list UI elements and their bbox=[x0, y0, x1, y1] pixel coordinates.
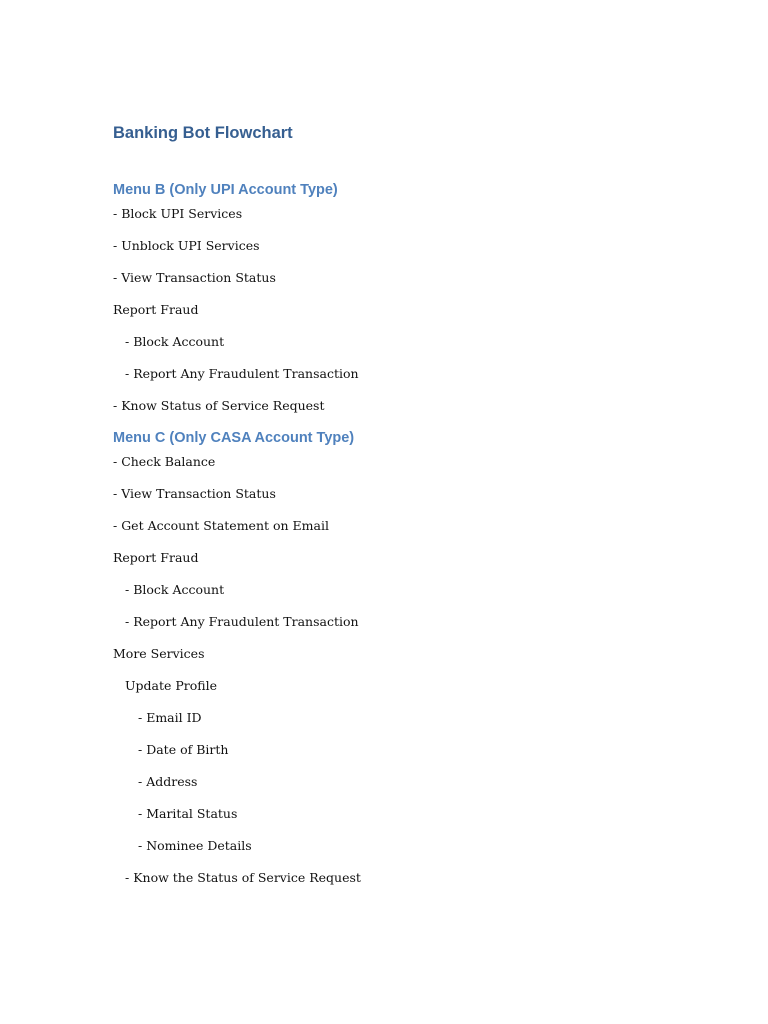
menu-c-item-email-id: - Email ID bbox=[138, 710, 202, 725]
menu-c-item-update-profile: Update Profile bbox=[125, 678, 218, 693]
menu-b-item-view-transaction-status: - View Transaction Status bbox=[113, 270, 276, 285]
menu-c-item-block-account: - Block Account bbox=[125, 582, 225, 597]
menu-c-item-nominee-details: - Nominee Details bbox=[138, 838, 252, 853]
menu-c-item-check-balance: - Check Balance bbox=[113, 454, 216, 469]
menu-b-item-unblock-upi: - Unblock UPI Services bbox=[113, 238, 260, 253]
menu-b-item-block-upi: - Block UPI Services bbox=[113, 206, 243, 221]
menu-c-item-view-transaction-status: - View Transaction Status bbox=[113, 486, 276, 501]
menu-c-item-date-of-birth: - Date of Birth bbox=[138, 742, 229, 757]
menu-b-item-report-fraudulent-transaction: - Report Any Fraudulent Transaction bbox=[125, 366, 359, 381]
menu-c-item-report-fraud: Report Fraud bbox=[113, 550, 199, 565]
menu-c-item-know-status: - Know the Status of Service Request bbox=[125, 870, 361, 885]
menu-c-item-account-statement: - Get Account Statement on Email bbox=[113, 518, 329, 533]
document-title: Banking Bot Flowchart bbox=[113, 124, 293, 142]
menu-c-item-more-services: More Services bbox=[113, 646, 205, 661]
menu-c-item-report-fraudulent-transaction: - Report Any Fraudulent Transaction bbox=[125, 614, 359, 629]
menu-b-item-block-account: - Block Account bbox=[125, 334, 225, 349]
menu-b-item-know-status: - Know Status of Service Request bbox=[113, 398, 325, 413]
menu-b-heading: Menu B (Only UPI Account Type) bbox=[113, 182, 338, 198]
menu-c-item-marital-status: - Marital Status bbox=[138, 806, 238, 821]
menu-c-heading: Menu C (Only CASA Account Type) bbox=[113, 430, 355, 446]
menu-b-item-report-fraud: Report Fraud bbox=[113, 302, 199, 317]
menu-c-item-address: - Address bbox=[138, 774, 198, 789]
